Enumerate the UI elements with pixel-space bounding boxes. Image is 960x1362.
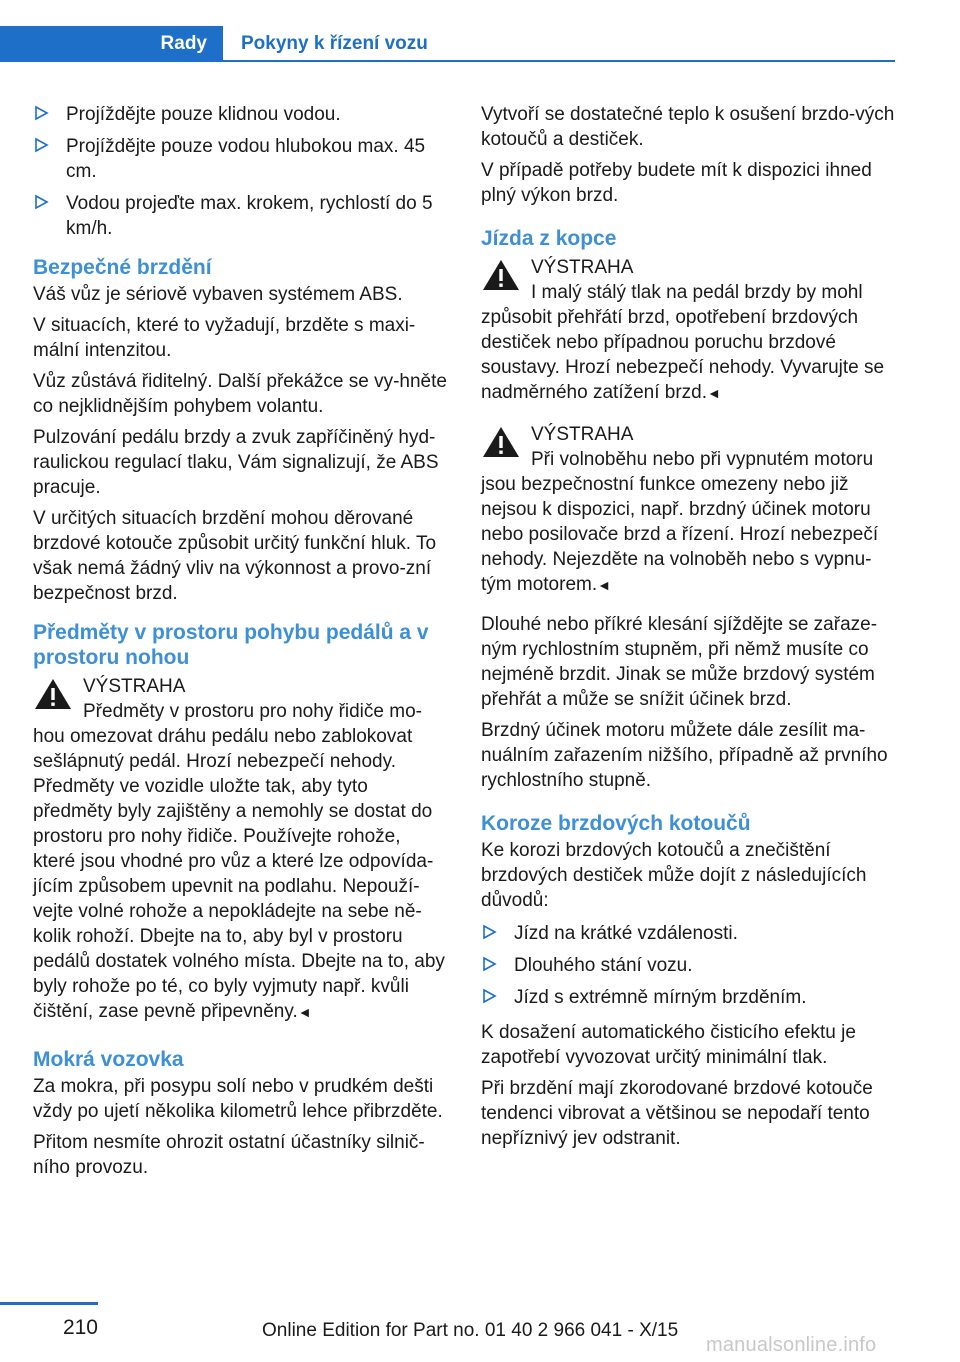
header-tab-rady (0, 26, 223, 62)
edition-footer: Online Edition for Part no. 01 40 2 966 041 - X/15 (262, 1320, 679, 1341)
warning-title: VÝSTRAHA (531, 257, 634, 278)
paragraph: V situacích, které to vyžadují, brzděte s maxi‐mální intenzitou. (33, 315, 416, 361)
list-item-text: Vodou projeďte max. krokem, rychlostí do 5 km/h. (66, 193, 433, 239)
header-tab-pokyny-label: Pokyny k řízení vozu (241, 33, 428, 54)
end-mark: ◄ (297, 1004, 312, 1020)
triangle-bullet-icon (481, 988, 497, 1004)
warning-block-downhill-2 (481, 422, 896, 598)
list-item (481, 921, 896, 946)
list-item-text: Jízd s extrémně mírným brzděním. (514, 987, 807, 1008)
paragraph: Vůz zůstává řiditelný. Další překážce se vy‐hněte co nejklidnějším pohybem volantu. (33, 371, 447, 417)
header-tab-pokyny (224, 26, 428, 62)
page-number: 210 (62, 1316, 98, 1339)
heading-downhill: Jízda z kopce (481, 227, 617, 250)
end-mark: ◄ (707, 385, 721, 401)
warning-text: Předměty v prostoru pro nohy řidiče mo‐hou omezovat dráhu pedálu nebo zablokovat sešlápnutý pedál. Hrozí nebezpečí nehody. Předměty ve vozidle uložte tak, aby tyto předměty byly zajištěny a nemohly se dostat do prostoru pro nohy řidiče. Používejte rohože, které jsou vhodné pro vůz a které lze odpovída‐jícím způsobem upevnit na podlahu. Nepouží‐vejte volné rohože a nepokládejte na sebe ně‐kolik rohoží. Dbejte na to, aby byl v prostoru pedálů dostatek volného místa. Dbejte na to, aby byly rohože po té, co byly vyjmuty např. kvůli čištění, zase pevně připevněny. (33, 701, 445, 1022)
heading-safe-braking: Bezpečné brzdění (33, 256, 212, 279)
triangle-bullet-icon (33, 194, 49, 210)
heading-corrosion: Koroze brzdových kotoučů (481, 812, 751, 835)
paragraph: Pulzování pedálu brzdy a zvuk zapříčiněný hyd‐raulickou regulací tlaku, Vám signalizují, že ABS pracuje. (33, 427, 439, 498)
warning-text: I malý stálý tlak na pedál brzdy by mohl způsobit přehřátí brzd, opotřebení brzdových destiček nebo případnou poruchu brzdové soustavy. Hrozí nebezpečí nehody. Vyvarujte se nadměrného zatížení brzd. (481, 282, 885, 403)
paragraph: Váš vůz je sériově vybaven systémem ABS. (33, 284, 403, 305)
watermark: manualsonline.info (706, 1334, 877, 1356)
list-item-text: Jízd na krátké vzdálenosti. (514, 923, 738, 944)
triangle-bullet-icon (481, 956, 497, 972)
warning-triangle-icon (33, 676, 73, 712)
list-item-text: Dlouhého stání vozu. (514, 955, 693, 976)
triangle-bullet-icon (481, 924, 497, 940)
heading-wet-road: Mokrá vozovka (33, 1048, 184, 1071)
list-item (481, 953, 896, 978)
warning-text: Při volnoběhu nebo při vypnutém motoru jsou bezpečnostní funkce omezeny nebo již nejsou k dispozici, např. brzdný účinek motoru nebo posilovače brzd a řízení. Hrozí nebezpečí nehody. Nejezděte na volnoběh nebo s vypnu‐tým motorem. (481, 449, 879, 595)
paragraph: V určitých situacích brzdění mohou děrované brzdové kotouče způsobit určitý funkční hluk. To však nemá žádný vliv na výkonnost a provo‐zní bezpečnost brzd. (33, 508, 437, 604)
header-rule (0, 60, 895, 62)
paragraph: Vytvoří se dostatečné teplo k osušení brzdo‐vých kotoučů a destiček. (481, 104, 895, 150)
corrosion-bullet-list (481, 921, 896, 1010)
warning-title: VÝSTRAHA (531, 424, 634, 445)
warning-triangle-icon (481, 424, 521, 460)
heading-objects-footwell: Předměty v prostoru pohybu pedálů a v prostoru nohou (33, 621, 429, 669)
paragraph: V případě potřeby budete mít k dispozici ihned plný výkon brzd. (481, 160, 872, 206)
warning-block-objects (33, 674, 448, 1025)
paragraph: K dosažení automatického čisticího efektu je zapotřebí vyvozovat určitý minimální tlak. (481, 1022, 856, 1068)
water-bullet-list (33, 102, 448, 241)
list-item-text: Projíždějte pouze vodou hlubokou max. 45 cm. (66, 136, 426, 182)
list-item-text: Projíždějte pouze klidnou vodou. (66, 104, 341, 125)
right-column (481, 102, 896, 1157)
paragraph: Při brzdění mají zkorodované brzdové kotouče tendenci vibrovat a většinou se nepodaří tento nepříznivý jev odstranit. (481, 1078, 873, 1149)
list-item (33, 191, 448, 241)
triangle-bullet-icon (33, 105, 49, 121)
triangle-bullet-icon (33, 137, 49, 153)
paragraph: Za mokra, při posypu solí nebo v prudkém dešti vždy po ujetí několika kilometrů lehce přibrzděte. (33, 1076, 443, 1122)
header-tab-rady-label: Rady (160, 33, 207, 54)
paragraph: Brzdný účinek motoru můžete dále zesílit ma‐nuálním zařazením nižšího, případně až prvního rychlostního stupně. (481, 720, 888, 791)
paragraph: Přitom nesmíte ohrozit ostatní účastníky silnič‐ního provozu. (33, 1132, 425, 1178)
paragraph: Dlouhé nebo příkré klesání sjíždějte se zařaze‐ným rychlostním stupněm, při němž musíte co nejméně brzdit. Jinak se může brzdový systém přehřát a může se snížit účinek brzd. (481, 614, 878, 710)
warning-block-downhill-1 (481, 255, 896, 406)
list-item (481, 985, 896, 1010)
left-column (33, 102, 448, 1186)
paragraph: Ke korozi brzdových kotoučů a znečištění brzdových destiček může dojít z následujících důvodů: (481, 840, 867, 911)
end-mark: ◄ (597, 577, 611, 593)
list-item (33, 102, 448, 127)
page-number-rule (0, 1302, 98, 1305)
warning-triangle-icon (481, 257, 521, 293)
warning-title: VÝSTRAHA (83, 676, 186, 697)
list-item (33, 134, 448, 184)
